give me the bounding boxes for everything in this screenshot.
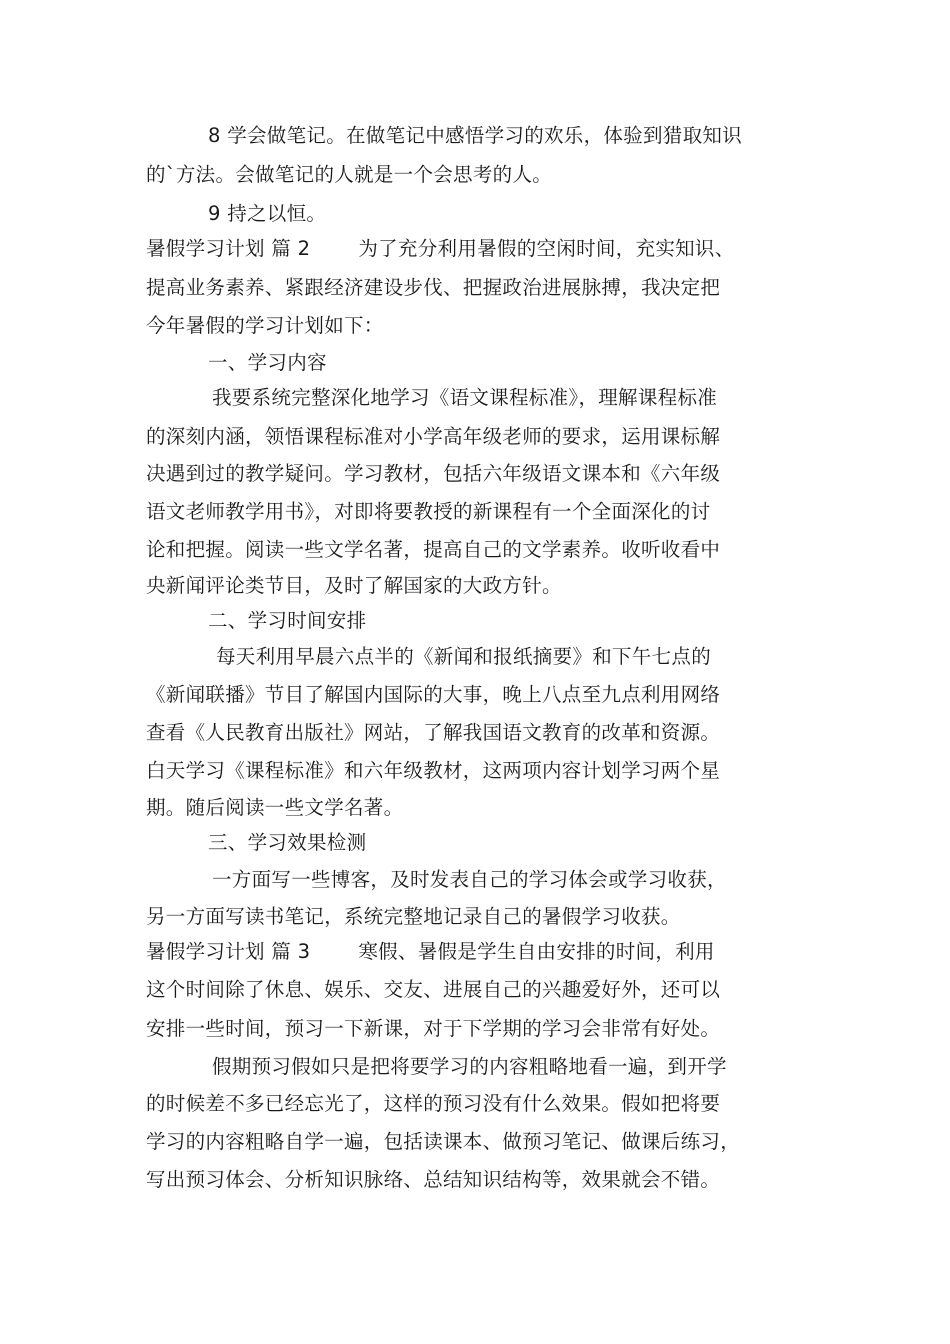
text-segment: 为了充分利用暑假的空闲时间，充实知识、 — [358, 237, 735, 260]
subheading: 一、学习内容 — [208, 351, 327, 374]
text-line — [146, 932, 816, 972]
text-line: 央新闻评论类节目，及时了解国家的大政方针。 — [146, 574, 562, 597]
section-heading-plan3: 暑假学习计划 篇 3 — [146, 940, 311, 963]
text-line: 的深刻内涵，领悟课程标准对小学高年级老师的要求，运用课标解 — [146, 425, 721, 448]
text-line: 提高业务素养、紧跟经济建设步伐、把握政治进展脉搏，我决定把 — [146, 276, 721, 299]
text-line: 的时候差不多已经忘光了，这样的预习没有什么效果。假如把将要 — [146, 1092, 721, 1115]
text-line: 决遇到过的教学疑问。学习教材，包括六年级语文课本和《六年级 — [146, 462, 721, 485]
text-line: 我要系统完整深化地学习《语文课程标准》，理解课程标准 — [212, 386, 718, 409]
text-line — [146, 229, 816, 269]
text-line: 学习的内容粗略自学一遍，包括读课本、做预习笔记、做课后练习， — [146, 1130, 741, 1153]
text-line: 《新闻联播》节目了解国内国际的大事，晚上八点至九点利用网络 — [146, 683, 721, 706]
section-heading-plan2: 暑假学习计划 篇 2 — [146, 237, 311, 260]
text-line: 期。随后阅读一些文学名著。 — [146, 796, 404, 819]
subheading: 二、学习时间安排 — [208, 609, 367, 632]
text-line: 写出预习体会、分析知识脉络、总结知识结构等，效果就会不错。 — [146, 1168, 721, 1191]
text-line: 的`方法。会做笔记的人就是一个会思考的人。 — [146, 163, 553, 186]
text-line: 论和把握。阅读一些文学名著，提高自己的文学素养。收听收看中 — [146, 538, 721, 561]
text-line: 一方面写一些博客，及时发表自己的学习体会或学习收获， — [212, 868, 727, 891]
text-line: 今年暑假的学习计划如下： — [146, 314, 384, 337]
text-line: 查看《人民教育出版社》网站，了解我国语文教育的改革和资源。 — [146, 721, 721, 744]
text-line: 9 持之以恒。 — [208, 202, 327, 225]
text-line: 另一方面写读书笔记，系统完整地记录自己的暑假学习收获。 — [146, 905, 681, 928]
text-line: 每天利用早晨六点半的《新闻和报纸摘要》和下午七点的 — [216, 645, 712, 668]
subheading: 三、学习效果检测 — [208, 831, 367, 854]
text-line: 这个时间除了休息、娱乐、交友、进展自己的兴趣爱好外，还可以 — [146, 978, 721, 1001]
text-line: 语文老师教学用书》，对即将要教授的新课程有一个全面深化的讨 — [146, 500, 711, 523]
text-segment: 寒假、暑假是学生自由安排的时间，利用 — [358, 940, 715, 963]
text-line: 假期预习假如只是把将要学习的内容粗略地看一遍，到开学 — [212, 1055, 727, 1078]
text-line: 白天学习《课程标准》和六年级教材，这两项内容计划学习两个星 — [146, 759, 721, 782]
text-line: 安排一些时间，预习一下新课，对于下学期的学习会非常有好处。 — [146, 1017, 721, 1040]
text-line: 8 学会做笔记。在做笔记中感悟学习的欢乐，体验到猎取知识 — [208, 124, 743, 147]
